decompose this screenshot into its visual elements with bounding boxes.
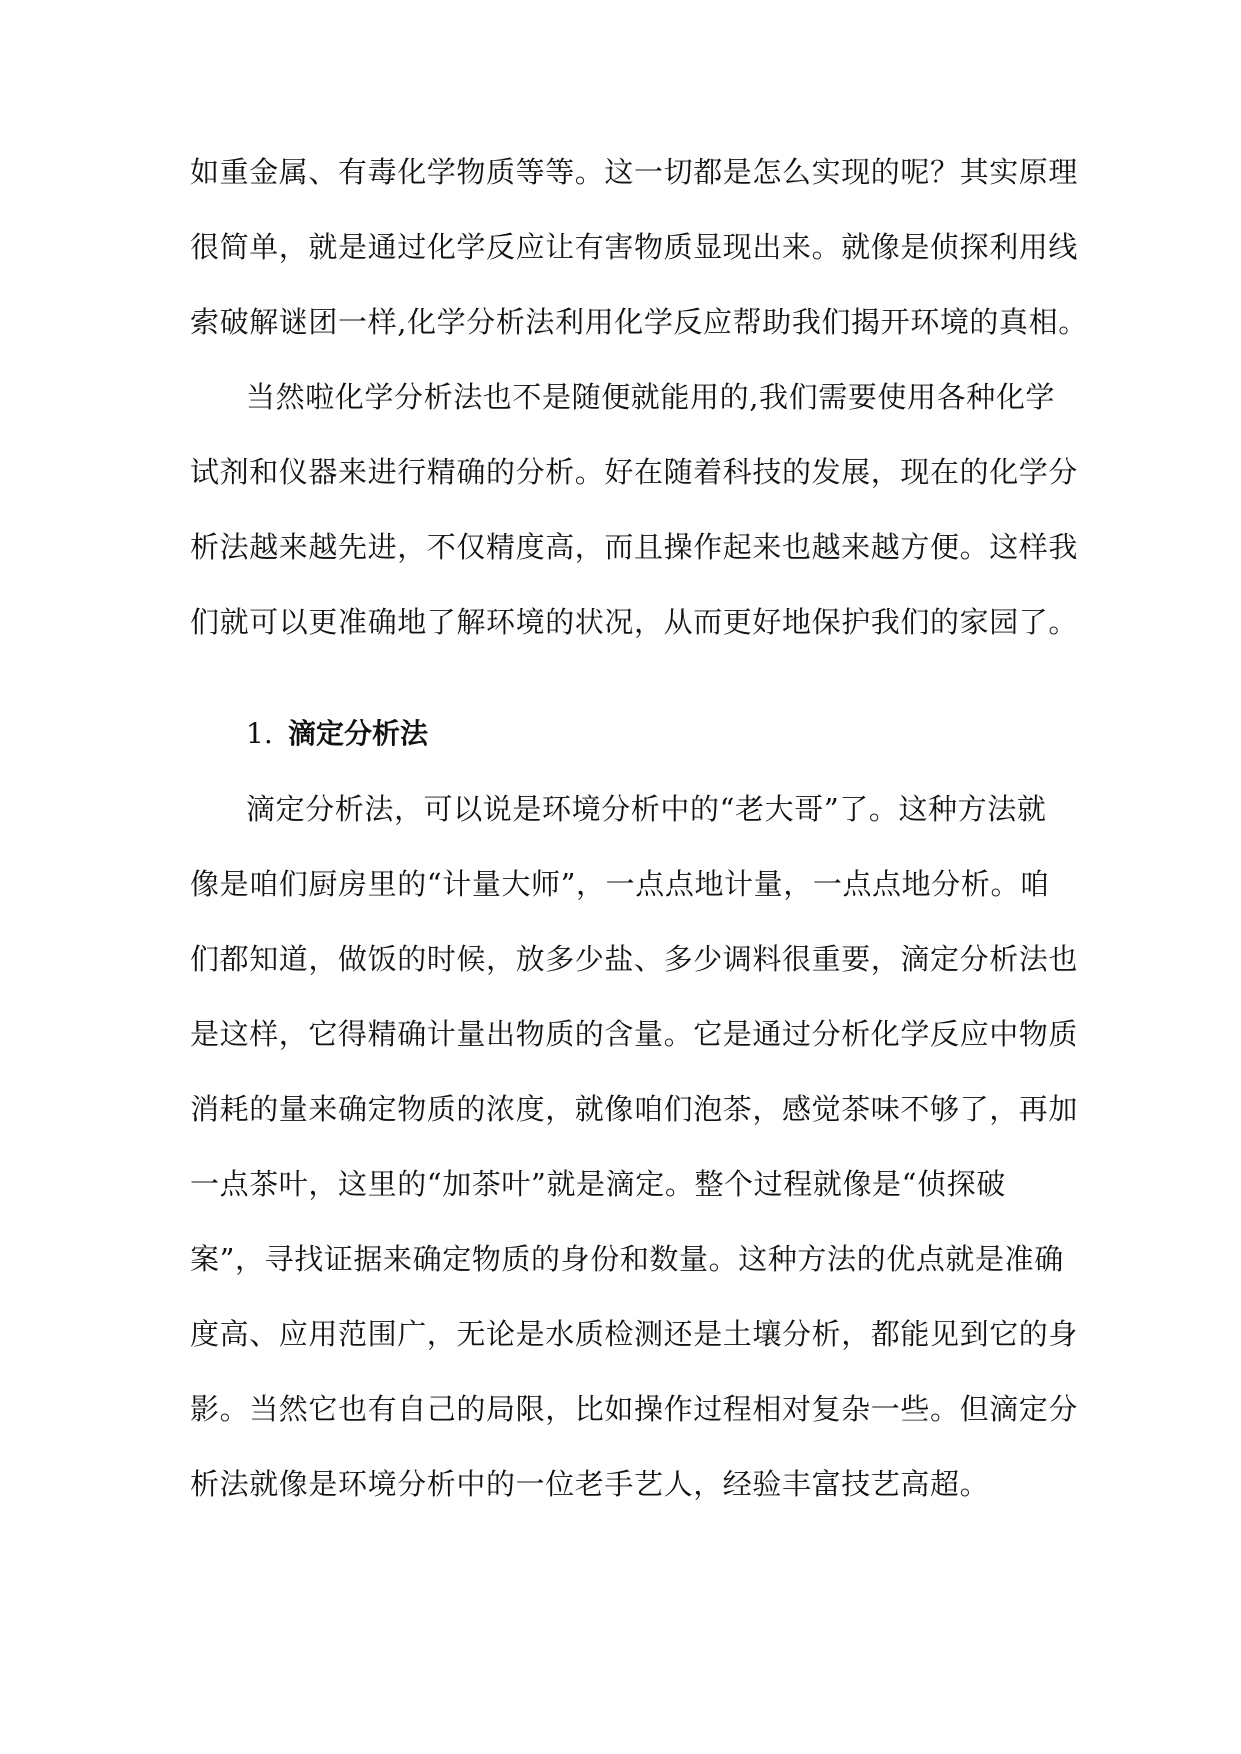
paragraph-3-line-2: 像是咱们厨房里的“计量大师”，一点点地计量，一点点地分析。咱 xyxy=(190,867,1050,901)
paragraph-3-line-8: 度高、应用范围广，无论是水质检测还是土壤分析，都能见到它的身 xyxy=(190,1317,1079,1351)
paragraph-3-line-6: 一点茶叶，这里的“加茶叶”就是滴定。整个过程就像是“侦探破 xyxy=(190,1167,1006,1201)
paragraph-1-line-1: 如重金属、有毒化学物质等等。这一切都是怎么实现的呢？其实原理 xyxy=(190,155,1079,189)
paragraph-3-line-4: 是这样，它得精确计量出物质的含量。它是通过分析化学反应中物质 xyxy=(190,1017,1079,1051)
paragraph-1-line-2: 很简单，就是通过化学反应让有害物质显现出来。就像是侦探利用线 xyxy=(190,230,1079,264)
paragraph-2-line-3: 析法越来越先进，不仅精度高，而且操作起来也越来越方便。这样我 xyxy=(190,530,1079,564)
section-title: 滴定分析法 xyxy=(288,717,429,750)
paragraph-2-line-1: 当然啦化学分析法也不是随便就能用的,我们需要使用各种化学 xyxy=(246,380,1056,414)
paragraph-3-line-3: 们都知道，做饭的时候，放多少盐、多少调料很重要，滴定分析法也 xyxy=(190,942,1079,976)
paragraph-3-line-1: 滴定分析法，可以说是环境分析中的“老大哥”了。这种方法就 xyxy=(246,792,1047,826)
section-heading xyxy=(246,714,428,754)
paragraph-3-line-10: 析法就像是环境分析中的一位老手艺人，经验丰富技艺高超。 xyxy=(190,1467,990,1501)
paragraph-3-line-7: 案”，寻找证据来确定物质的身份和数量。这种方法的优点就是准确 xyxy=(190,1242,1064,1276)
paragraph-3-line-5: 消耗的量来确定物质的浓度，就像咱们泡茶，感觉茶味不够了，再加 xyxy=(190,1092,1079,1126)
paragraph-1-line-3: 索破解谜团一样,化学分析法利用化学反应帮助我们揭开环境的真相。 xyxy=(190,305,1088,339)
paragraph-3-line-9: 影。当然它也有自己的局限，比如操作过程相对复杂一些。但滴定分 xyxy=(190,1392,1079,1426)
paragraph-2-line-4: 们就可以更准确地了解环境的状况，从而更好地保护我们的家园了。 xyxy=(190,605,1079,639)
paragraph-2-line-2: 试剂和仪器来进行精确的分析。好在随着科技的发展，现在的化学分 xyxy=(190,455,1079,489)
section-number: 1. xyxy=(246,717,273,750)
